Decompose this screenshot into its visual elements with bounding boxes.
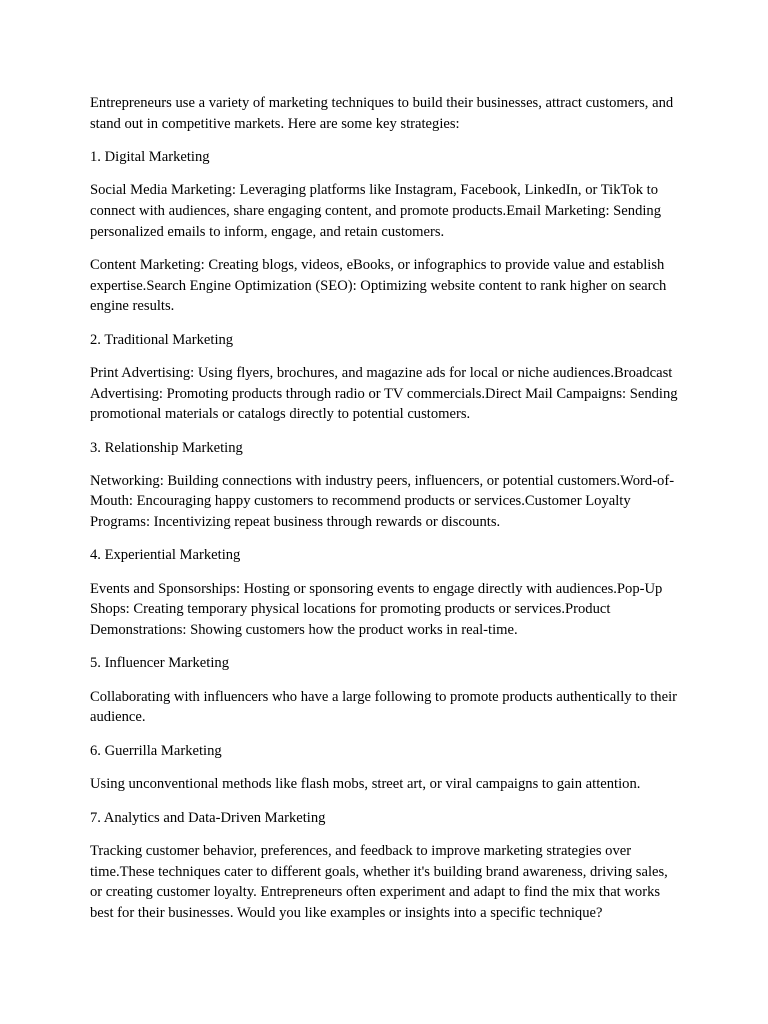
- section-heading-influencer-marketing: 5. Influencer Marketing: [90, 655, 229, 672]
- body-paragraph: Tracking customer behavior, preferences, and feedback to improve marketing strategies over time.These techniques cater to different goals, whether it's building brand awareness, driving sales, or creating customer loyalty. Entrepreneurs often experiment and adapt to find the mix that works best for their businesses. Would you like examples or insights into a specific technique?: [90, 842, 668, 921]
- section-heading-analytics-marketing: 7. Analytics and Data-Driven Marketing: [90, 809, 326, 826]
- intro-paragraph: Entrepreneurs use a variety of marketing techniques to build their businesses, attract customers, and stand out in competitive markets. Here are some key strategies:: [90, 95, 674, 132]
- section-heading-digital-marketing: 1. Digital Marketing: [90, 148, 210, 165]
- body-paragraph: Content Marketing: Creating blogs, videos, eBooks, or infographics to provide value and establish expertise.Search Engine Optimization (SEO): Optimizing website content to rank higher on search engine results.: [90, 256, 667, 315]
- section-heading-experiential-marketing: 4. Experiential Marketing: [90, 547, 241, 564]
- section-heading-traditional-marketing: 2. Traditional Marketing: [90, 331, 234, 348]
- body-paragraph: Social Media Marketing: Leveraging platforms like Instagram, Facebook, LinkedIn, or TikTok to connect with audiences, share engaging content, and promote products.Email Marketing: Sending personalized emails to inform, engage, and retain customers.: [90, 182, 662, 240]
- document-page: [90, 93, 680, 936]
- section-heading-guerrilla-marketing: 6. Guerrilla Marketing: [90, 742, 222, 759]
- body-paragraph: Using unconventional methods like flash mobs, street art, or viral campaigns to gain attention.: [90, 776, 641, 793]
- body-paragraph: Print Advertising: Using flyers, brochures, and magazine ads for local or niche audiences.Broadcast Advertising: Promoting products through radio or TV commercials.Direct Mail Campaigns: Sending promotional materials or catalogs directly to potential customers.: [90, 364, 678, 423]
- section-heading-relationship-marketing: 3. Relationship Marketing: [90, 439, 243, 456]
- body-paragraph: Events and Sponsorships: Hosting or sponsoring events to engage directly with audiences.Pop-Up Shops: Creating temporary physical locations for promoting products or services.Product Demonstrations: Showing customers how the product works in real-time.: [90, 580, 663, 639]
- body-paragraph: Networking: Building connections with industry peers, influencers, or potential customers.Word-of-Mouth: Encouraging happy customers to recommend products or services.Customer Loyalty Programs: Incentivizing repeat business through rewards or discounts.: [90, 472, 675, 531]
- body-paragraph: Collaborating with influencers who have a large following to promote products authentically to their audience.: [90, 688, 677, 726]
